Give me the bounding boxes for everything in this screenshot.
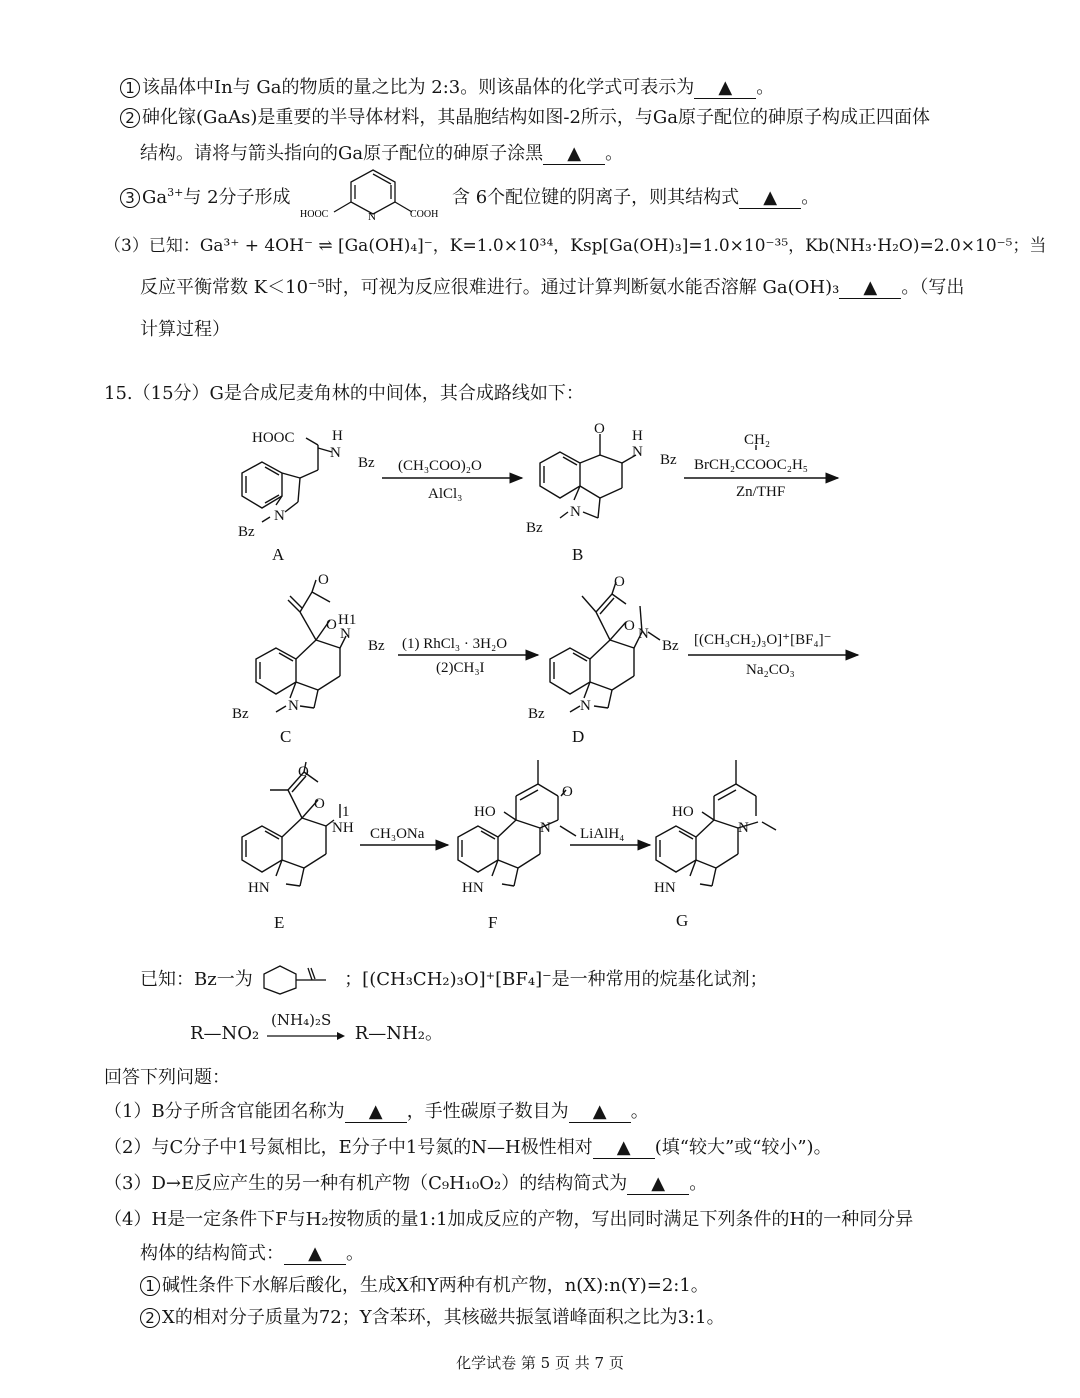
q14-item3: 3 $Ga^{3+}$与 2分子形成: [120, 186, 291, 210]
compound-e-structure: [242, 762, 340, 886]
label-d: D: [572, 727, 585, 746]
answer-blank[interactable]: ▲: [593, 1138, 655, 1159]
circled-number: 2: [120, 108, 140, 128]
q15-condition-2: 2 X的相对分子质量为72；Y含苯环，其核磁共振氢谱峰面积之比为3:1。: [140, 1306, 725, 1330]
hooc-label: HOOC: [300, 209, 329, 220]
b-bz2: Bz: [526, 520, 543, 536]
circled-number: 3: [120, 188, 140, 208]
q14-part3-line1: （3）已知：Ga³⁺ + 4OH⁻ ⇌ [Ga(OH)₄]⁻，K=1.0×10³⁴，Ksp[Ga(OH)₃]=1.0×10⁻³⁵，Kb(NH₃·H₂O)=2.0×10⁻⁵；当: [104, 236, 1047, 256]
compound-g-structure: [656, 760, 776, 886]
b-o: O: [594, 421, 605, 437]
c-ring-n: N: [288, 698, 299, 714]
answer-blank[interactable]: ▲: [569, 1102, 631, 1123]
circled-number: 1: [120, 78, 140, 98]
q14-item2-line1: 2 砷化镓(GaAs)是重要的半导体材料，其晶胞结构如图-2所示，与Ga原子配位的砷原子构成正四面体: [120, 106, 930, 130]
reagent-1-top: (CH₃COO)₂O: [398, 458, 482, 474]
a-bz2: Bz: [238, 524, 255, 540]
b-bz: Bz: [660, 452, 677, 468]
d-o2: O: [624, 618, 635, 634]
e-o2: O: [314, 796, 325, 812]
d-ring-n: N: [580, 698, 591, 714]
reagent-4-bottom: Na₂CO₃: [746, 662, 795, 678]
a-hooc: HOOC: [252, 430, 295, 446]
label-b: B: [572, 545, 584, 564]
g-hn: HN: [654, 880, 676, 896]
reagent-3-top: (1) RhCl₃ · 3H₂O: [402, 636, 508, 652]
a-h: H: [332, 428, 343, 444]
label-g: G: [676, 911, 689, 930]
reagent-4-top: [(CH₃CH₂)₃O]⁺[BF₄]⁻: [694, 632, 832, 648]
f-n: N: [540, 820, 551, 836]
a-n: N: [330, 445, 341, 461]
c-o2: O: [326, 617, 337, 633]
d-bz2: Bz: [528, 706, 545, 722]
b-n: N: [632, 444, 643, 460]
b-h: H: [632, 428, 643, 444]
answer-blank[interactable]: ▲: [627, 1174, 689, 1195]
q15-part3: （3）D→E反应产生的另一种有机产物（C₉H₁₀O₂）的结构简式为 ▲ 。: [104, 1173, 708, 1194]
q15-part2: （2）与C分子中1号氮相比，E分子中1号氮的N—H极性相对 ▲ (填“较大”或“较小”)。: [104, 1137, 832, 1158]
a-ring-n: N: [274, 508, 285, 524]
c-n: N: [340, 626, 351, 642]
reagent-6: LiAlH₄: [580, 826, 625, 842]
answer-blank[interactable]: ▲: [839, 278, 901, 299]
reagent-5: CH₃ONa: [370, 826, 425, 842]
g-n: N: [738, 820, 749, 836]
cooh-label: COOH: [410, 209, 439, 220]
f-o: O: [562, 784, 573, 800]
reagent-2-top: BrCH₂CCOOC₂H₅: [694, 457, 809, 473]
q14-item2-line2: 结构。请将与箭头指向的Ga原子配位的砷原子涂黑 ▲ 。: [140, 143, 624, 164]
answer-intro: 回答下列问题：: [104, 1067, 230, 1088]
answer-blank[interactable]: ▲: [739, 188, 801, 209]
known-arrow: [265, 1022, 349, 1046]
e-nh: NH: [332, 820, 354, 836]
q15-part4-line2: 构体的结构简式： ▲ 。: [140, 1243, 364, 1264]
q15-part4-line1: （4）H是一定条件下F与H₂按物质的量1:1加成反应的产物，写出同时满足下列条件的H的一种同分异: [104, 1209, 914, 1230]
answer-blank[interactable]: ▲: [345, 1102, 407, 1123]
f-ho: HO: [474, 804, 496, 820]
reagent-1-bottom: AlCl₃: [428, 486, 463, 502]
q15-part1: （1）B分子所含官能团名称为 ▲ ，手性碳原子数目为 ▲ 。: [104, 1101, 649, 1122]
q15-intro: 15.（15分）G是合成尼麦角林的中间体，其合成路线如下：: [104, 383, 584, 404]
reagent-2-bottom: Zn/THF: [736, 484, 786, 500]
reagent-3-bottom: (2)CH₃I: [436, 660, 485, 676]
c-bz2: Bz: [232, 706, 249, 722]
circled-number: 1: [140, 1276, 160, 1296]
c-bz: Bz: [368, 638, 385, 654]
e-hn: HN: [248, 880, 270, 896]
q14-part3-line3: 计算过程）: [140, 319, 230, 340]
q14-part3-line2: 反应平衡常数 K＜10⁻⁵时，可视为反应很难进行。通过计算判断氨水能否溶解 Ga(OH)₃ ▲ 。（写出: [140, 277, 965, 298]
answer-blank[interactable]: ▲: [543, 144, 605, 165]
circled-number: 2: [140, 1308, 160, 1328]
label-f: F: [488, 913, 498, 932]
b-ring-n: N: [570, 504, 581, 520]
q14-item1: 1 该晶体中In与 Ga的物质的量之比为 2:3。则该晶体的化学式可表示为 ▲ 。: [120, 76, 774, 100]
compound-a-structure: [242, 438, 332, 522]
reagent-2-ch2: CH₂: [744, 432, 771, 448]
label-e: E: [274, 913, 285, 932]
compound-c-structure: [256, 580, 346, 712]
d-bz: Bz: [662, 638, 679, 654]
d-o1: O: [614, 574, 625, 590]
known-reagent: (NH₄)₂S: [271, 1011, 332, 1029]
a-bz: Bz: [358, 455, 375, 471]
label-a: A: [272, 545, 285, 564]
pyridine-n-label: N: [368, 211, 376, 222]
e-o1: O: [298, 764, 309, 780]
c-o1: O: [318, 572, 329, 588]
compound-f-structure: [458, 760, 576, 886]
label-c: C: [280, 727, 292, 746]
g-ho: HO: [672, 804, 694, 820]
benzoyl-structure: [258, 964, 338, 996]
q14-item3-tail: 含 6个配位键的阴离子，则其结构式 ▲ 。: [452, 187, 820, 208]
q15-condition-1: 1 碱性条件下水解后酸化，生成X和Y两种有机产物，n(X):n(Y)=2:1。: [140, 1274, 709, 1298]
answer-blank[interactable]: ▲: [284, 1244, 346, 1265]
c-h1: H1: [338, 612, 357, 628]
known-line-1: 已知：Bz一为 ；[(CH₃CH₂)₃O]⁺[BF₄]⁻是一种常用的烷基化试剂；: [140, 964, 768, 996]
page-footer: 化学试卷 第 5 页 共 7 页: [456, 1354, 624, 1372]
d-n: N: [638, 626, 649, 642]
known-line-2: R—NO₂ (NH₄)₂S R—NH₂。: [190, 1022, 443, 1046]
compound-d-structure: [550, 582, 660, 712]
f-hn: HN: [462, 880, 484, 896]
e-one: 1: [342, 804, 350, 820]
compound-b-structure: [540, 434, 636, 518]
answer-blank[interactable]: ▲: [694, 78, 756, 99]
